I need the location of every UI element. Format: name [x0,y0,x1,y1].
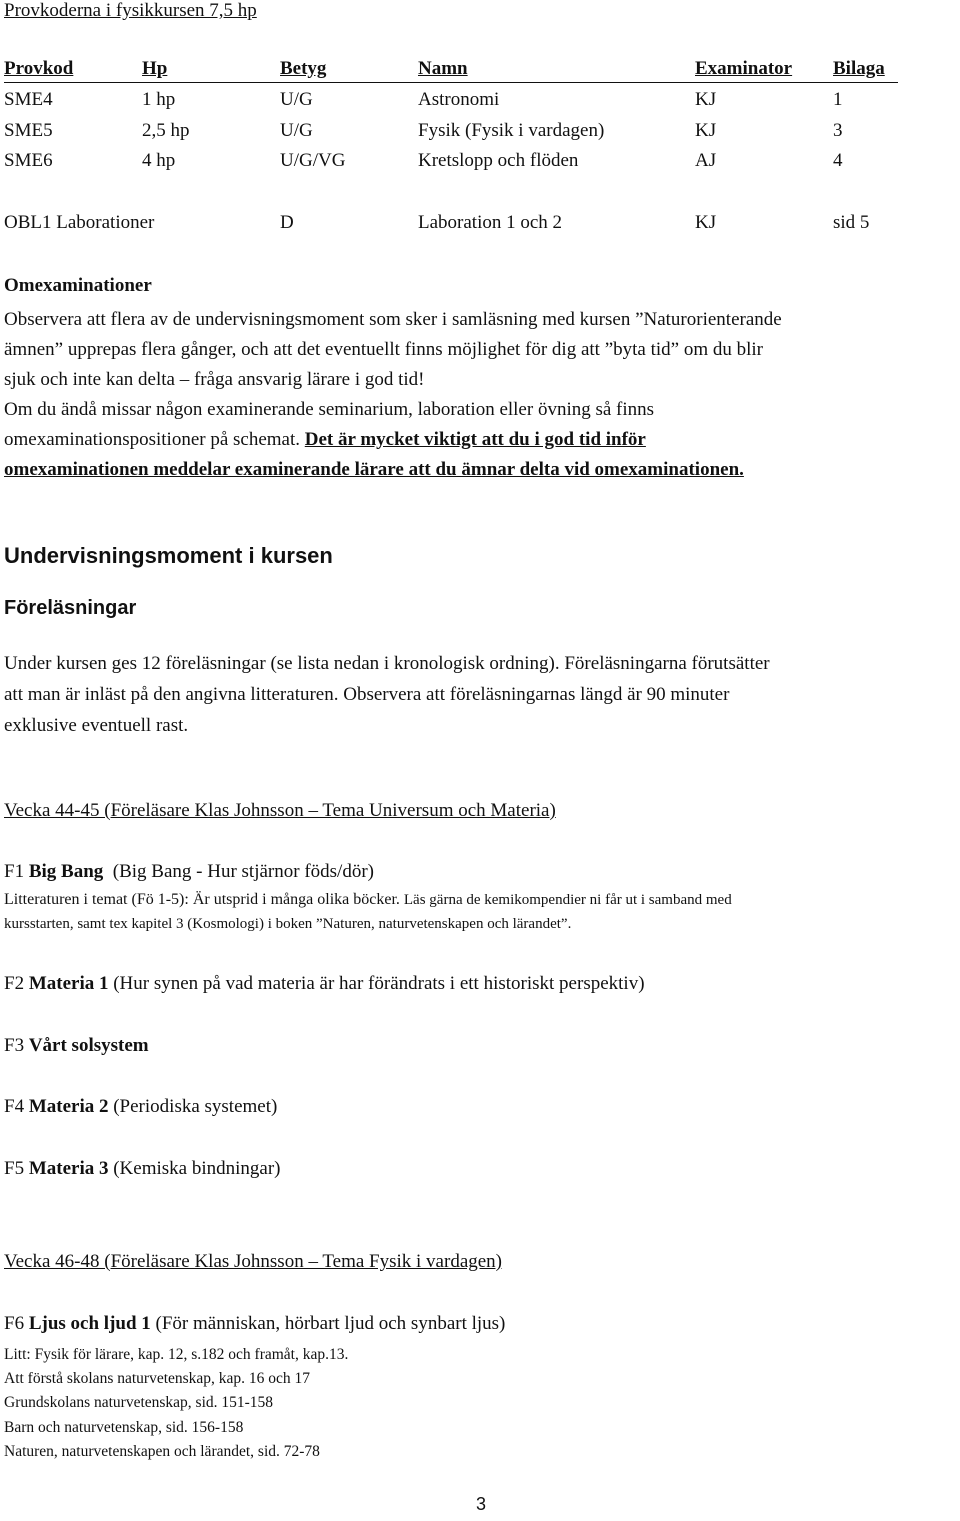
omex-important-text: Det är mycket viktigt att du i god tid inför [304,429,646,450]
cell-namn: Astronomi [418,89,500,110]
table-row [4,150,898,176]
lecture-description: (Big Bang - Hur stjärnor föds/dör) [103,861,374,882]
literature-line [4,891,732,909]
literature-item: Grundskolans naturvetenskap, sid. 151-158 [4,1394,274,1412]
omex-line: ämnen” upprepas flera gånger, och att det eventuellt finns möjlighet för dig att ”byta tid” om du blir [4,339,763,360]
intro-line: exklusive eventuell rast. [4,715,189,736]
cell-betyg: U/G/VG [280,150,346,171]
lecture-number: F1 [4,861,29,882]
cell-namn: Fysik (Fysik i vardagen) [418,120,605,141]
lecture-title: Materia 3 [28,1158,109,1179]
cell-bilaga: sid 5 [833,212,870,233]
omex-line: Om du ändå missar någon examinerande seminarium, laboration eller övning så finns [4,399,655,420]
cell-examinator: KJ [695,212,717,233]
intro-line: att man är inläst på den angivna litteraturen. Observera att föreläsningarnas längd är 90 minuter [4,684,730,705]
cell-examinator: KJ [695,120,717,141]
subsection-title: Föreläsningar [4,597,137,619]
section-title: Undervisningsmoment i kursen [4,543,333,568]
cell-betyg: U/G [280,120,313,141]
cell-examinator: AJ [695,150,717,171]
omex-paragraph [4,305,956,485]
cell-hp: 2,5 hp [142,120,190,141]
literature-text: Litteraturen i temat (Fö 1-5): Är utsprid i många olika böcker. [4,891,404,908]
cell-bilaga: 3 [833,120,843,141]
cell-hp: 4 hp [142,150,176,171]
omex-plain-text: omexaminationspositioner på schemat. [4,429,305,450]
lecture-title: Materia 1 [28,973,109,994]
header-examinator: Examinator [695,58,793,79]
lecture-description: (Hur synen på vad materia är har förändrats i ett historiskt perspektiv) [108,973,645,994]
cell-examinator: KJ [695,89,717,110]
lecture-f5 [4,1158,281,1180]
table-row [4,89,898,115]
lecture-f6 [4,1313,505,1335]
literature-item: Naturen, naturvetenskapen och lärandet, sid. 72-78 [4,1442,320,1460]
provkod-table [4,58,898,258]
lecture-number: F2 [4,973,29,994]
table-header-row [4,58,898,84]
cell-bilaga: 4 [833,150,843,171]
header-bilaga: Bilaga [833,58,885,79]
cell-hp: 1 hp [142,89,176,110]
omex-line: sjuk och inte kan delta – fråga ansvarig lärare i god tid! [4,369,425,390]
lecture-description: (För människan, hörbart ljud och synbart ljus) [150,1313,506,1334]
week-heading: Vecka 46-48 (Föreläsare Klas Johnsson – Tema Fysik i vardagen) [4,1251,503,1272]
header-underline [4,82,898,83]
cell-betyg: U/G [280,89,313,110]
cell-namn: Laboration 1 och 2 [418,212,563,233]
lecture-f3 [4,1035,149,1057]
lecture-number: F4 [4,1096,29,1117]
omex-important-text: omexaminationen meddelar examinerande lärare att du ämnar delta vid omexaminationen. [4,459,744,480]
lecture-title: Materia 2 [28,1096,109,1117]
obl-row [4,212,898,238]
cell-provkod: SME6 [4,150,53,171]
literature-text: Läs gärna de kemikompendier ni får ut i samband med [403,892,732,908]
literature-item: Att förstå skolans naturvetenskap, kap. 16 och 17 [4,1370,311,1388]
cell-bilaga: 1 [833,89,843,110]
header-betyg: Betyg [280,58,327,79]
intro-paragraph [4,648,956,741]
lecture-number: F6 [4,1313,29,1334]
header-namn: Namn [418,58,468,79]
lecture-title: Vårt solsystem [28,1035,149,1056]
lecture-description: (Kemiska bindningar) [108,1158,281,1179]
header-hp: Hp [142,58,168,79]
lecture-number: F5 [4,1158,29,1179]
header-provkod: Provkod [4,58,74,79]
table-row [4,120,898,146]
literature-item: Barn och naturvetenskap, sid. 156-158 [4,1418,244,1436]
week-heading: Vecka 44-45 (Föreläsare Klas Johnsson – Tema Universum och Materia) [4,800,556,821]
intro-line: Under kursen ges 12 föreläsningar (se lista nedan i kronologisk ordning). Föreläsningarna förutsätter [4,653,770,674]
literature-list [4,1343,348,1464]
cell-betyg: D [280,212,294,233]
literature-line: kursstarten, samt tex kapitel 3 (Kosmologi) i boken ”Naturen, naturvetenskapen och lärandet”. [4,916,572,932]
cell-obl-name: OBL1 Laborationer [4,212,155,233]
lecture-number: F3 [4,1035,29,1056]
cell-provkod: SME5 [4,120,53,141]
lecture-description: (Periodiska systemet) [108,1096,278,1117]
cell-provkod: SME4 [4,89,53,110]
omex-heading: Omexaminationer [4,275,152,296]
lecture-title: Ljus och ljud 1 [28,1313,151,1334]
lecture-f2 [4,973,645,995]
literature-item: Litt: Fysik för lärare, kap. 12, s.182 och framåt, kap.13. [4,1346,349,1363]
lecture-f1 [4,861,374,883]
cell-namn: Kretslopp och flöden [418,150,579,171]
omex-line: Observera att flera av de undervisningsmoment som sker i samläsning med kursen ”Naturorienterande [4,309,782,330]
lecture-title: Big Bang [28,861,104,882]
omex-line [4,425,956,455]
page-number: 3 [476,1494,487,1514]
document-title: Provkoderna i fysikkursen 7,5 hp [4,0,257,21]
lecture-f4 [4,1096,277,1118]
